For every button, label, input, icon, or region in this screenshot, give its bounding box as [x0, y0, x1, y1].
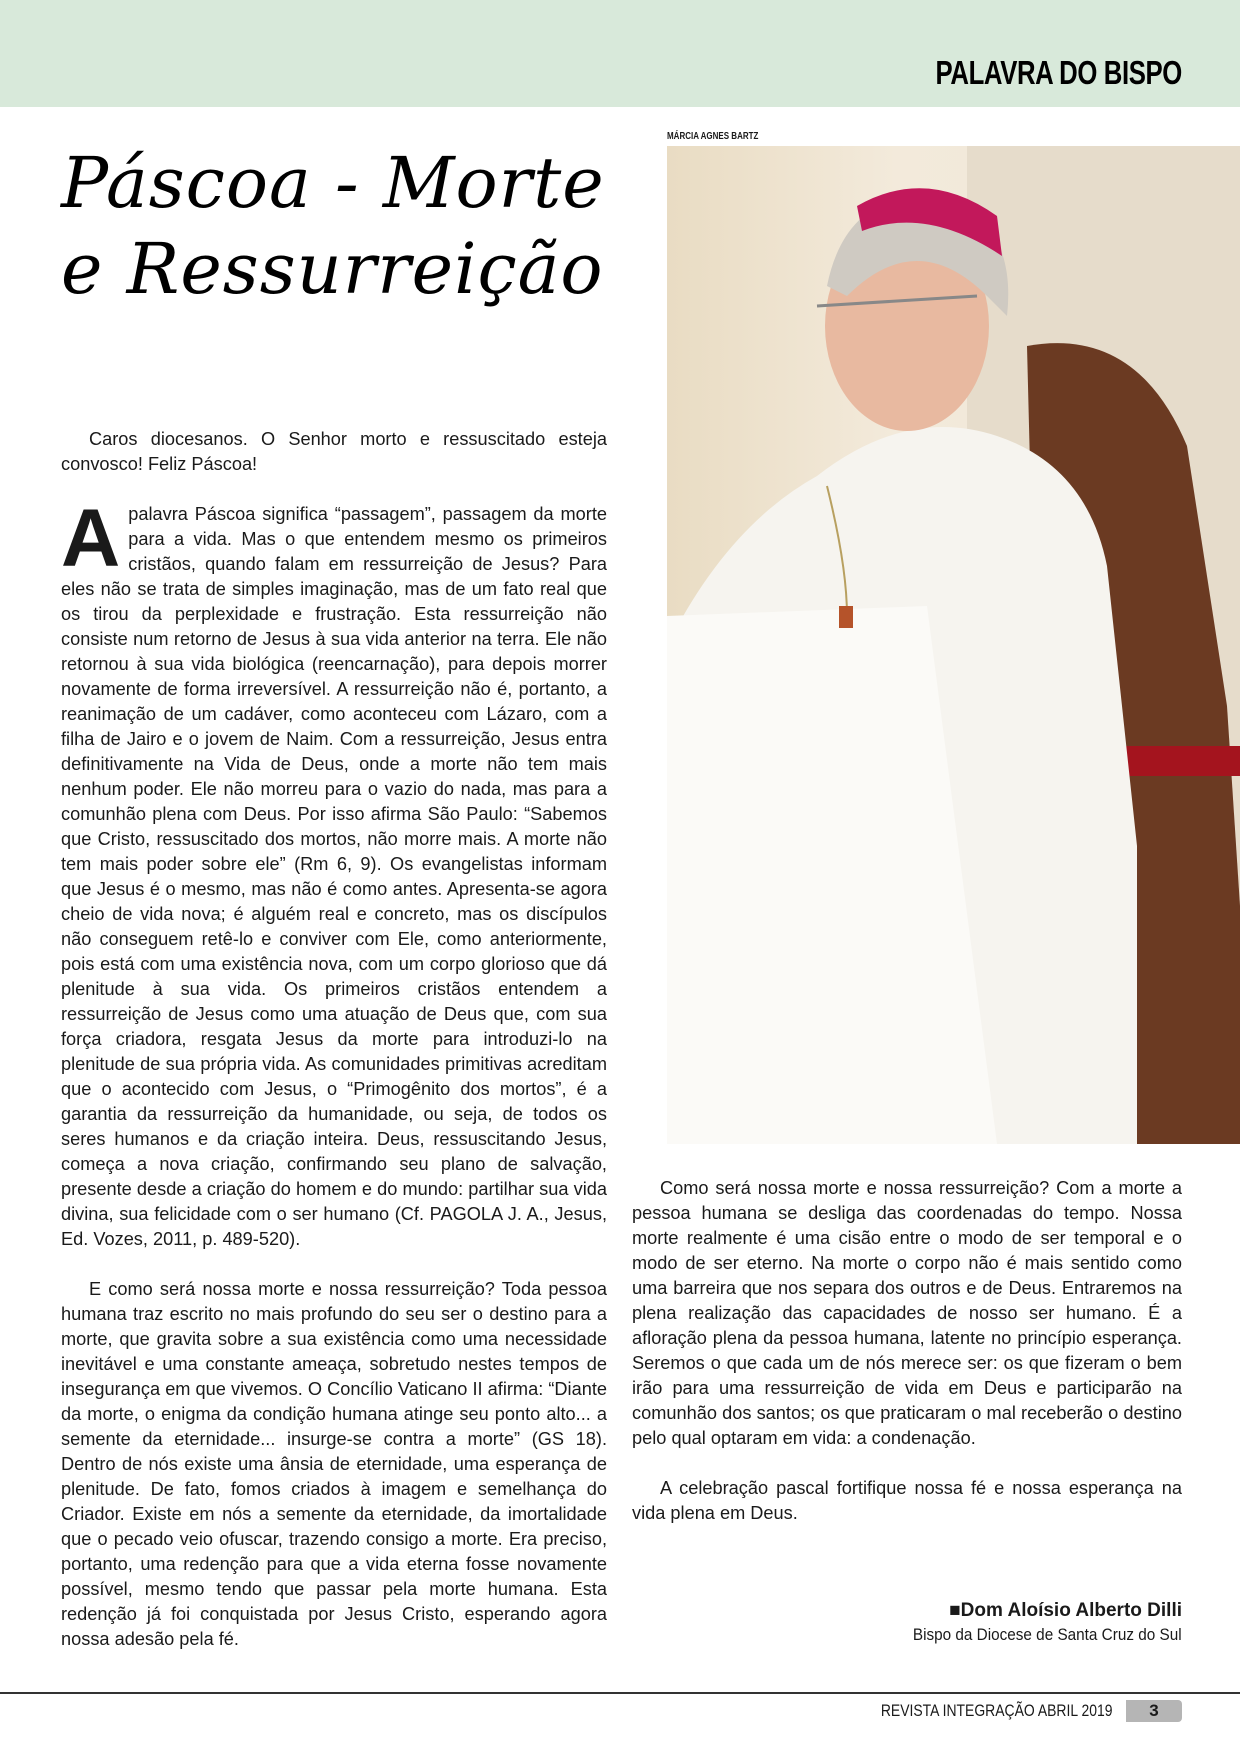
article-left-column	[61, 427, 607, 1652]
bishop-photo	[667, 146, 1240, 1144]
paragraph-1-text: palavra Páscoa significa “passagem”, passagem da morte para a vida. Mas o que entendem mesmo os primeiros cristãos, quando falam em ressurreição de Jesus? Para eles não se trata de simples imaginação, mas de um fato real que os tirou da perplexidade e frustração. Esta ressurreição não consiste num retorno de Jesus à sua vida anterior na terra. Ele não retornou à sua vida biológica (reencarnação), para depois morrer novamente de forma irreversível. A ressurreição não é, portanto, a reanimação de um cadáver, como aconteceu com Lázaro, com a filha de Jairo e o jovem de Naim. Com a ressurreição, Jesus entra definitivamente na Vida de Deus, onde a morte não tem mais nenhum poder. Ele não morreu para o vazio do nada, mas para a comunhão plena com Deus. Por isso afirma São Paulo: “Sabemos que Cristo, ressuscitado dos mortos, não morre mais. A morte não tem mais poder sobre ele” (Rm 6, 9). Os evangelistas informam que Jesus é o mesmo, mas não é como antes. Apresenta-se agora cheio de vida nova; é alguém real e concreto, mas os discípulos não conseguem retê-lo e conviver com Ele, como anteriormente, pois está com uma existência nova, com um corpo glorioso que dá plenitude à sua vida. Os primeiros cristãos entendem a ressurreição de Jesus como uma atuação de Deus que, com sua força criadora, resgata Jesus da morte para introduzi-lo na plenitude de sua própria vida. As comunidades primitivas acreditam que o acontecido com Jesus, o “Primogênito dos mortos”, é a garantia da ressurreição da humanidade, ou seja, de todos os seres humanos e da criação inteira. Deus, ressuscitando Jesus, começa a nova criação, confirmando seu plano de salvação, presente desde a criação do homem e do mundo: partilhar sua vida divina, sua felicidade com o ser humano (Cf. PAGOLA J. A., Jesus, Ed. Vozes, 2011, p. 489-520).	[61, 504, 607, 1249]
author-signature	[883, 1600, 1182, 1645]
magazine-issue: REVISTA INTEGRAÇÃO ABRIL 2019	[880, 1701, 1112, 1720]
section-title: PALAVRA DO BISPO	[935, 54, 1182, 91]
footer-divider	[0, 1692, 1240, 1694]
bishop-portrait-illustration	[667, 146, 1240, 1144]
article-title: Páscoa - Morte e Ressurreição	[61, 142, 605, 310]
page-footer	[830, 1700, 1183, 1722]
article-right-column	[632, 1176, 1182, 1526]
author-role: Bispo da Diocese de Santa Cruz do Sul	[913, 1625, 1182, 1644]
paragraph-1	[61, 493, 607, 1252]
greeting-paragraph: Caros diocesanos. O Senhor morto e ressuscitado esteja convosco! Feliz Páscoa!	[61, 429, 607, 474]
drop-cap: A	[61, 493, 121, 584]
section-header-band	[0, 0, 1240, 107]
paragraph-4: A celebração pascal fortifique nossa fé e nossa esperança na vida plena em Deus.	[632, 1478, 1182, 1523]
paragraph-2: E como será nossa morte e nossa ressurreição? Toda pessoa humana traz escrito no mais profundo do seu ser o destino para a morte, que gravita sobre a sua existência como uma necessidade inevitável e uma constante ameaça, sobretudo nestes tempos de insegurança em que vivemos. O Concílio Vaticano II afirma: “Diante da morte, o enigma da condição humana atinge seu ponto alto... a semente da eternidade... insurge-se contra a morte” (GS 18). Dentro de nós existe uma ânsia de eternidade, uma esperança de plenitude. De fato, fomos criados à imagem e semelhança do Criador. Existe em nós a semente da eternidade, da imortalidade que o pecado veio ofuscar, trazendo consigo a morte. Era preciso, portanto, uma redenção para que a vida eterna fosse novamente possível, mesmo tendo que passar pela morte humana. Esta redenção já foi conquistada por Jesus Cristo, esperando agora nossa adesão pela fé.	[61, 1279, 607, 1649]
author-name: ■Dom Aloísio Alberto Dilli	[949, 1600, 1182, 1621]
photo-credit: MÁRCIA AGNES BARTZ	[667, 131, 759, 142]
paragraph-3: Como será nossa morte e nossa ressurreição? Com a morte a pessoa humana se desliga das coordenadas do tempo. Nossa morte realmente é uma cisão entre o modo de ser temporal e o modo de ser eterno. Na morte o corpo não é mais sentido como uma barreira que nos separa dos outros e de Deus. Entraremos na plena realização das capacidades de nosso ser humano. É a afloração plena da pessoa humana, latente no princípio esperança. Seremos o que cada um de nós merece ser: os que fizeram o bem irão para uma ressurreição de vida em Deus e participarão na comunhão dos santos; os que praticaram o mal receberão o destino pelo qual optaram em vida: a condenação.	[632, 1178, 1182, 1448]
page-number: 3	[1126, 1700, 1182, 1722]
